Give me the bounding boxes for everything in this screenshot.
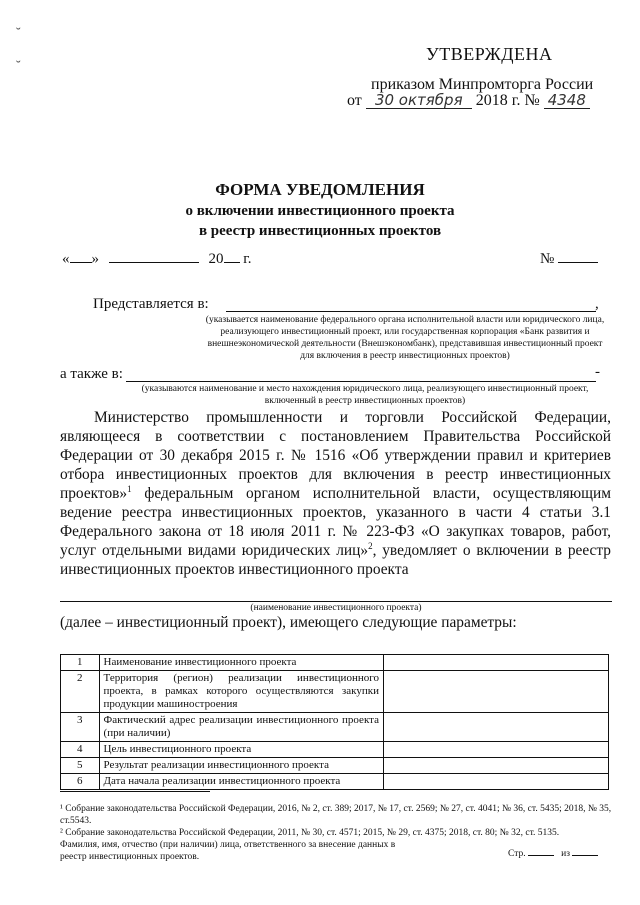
- row-value: [383, 774, 608, 790]
- form-subtitle-2: в реестр инвестиционных проектов: [198, 223, 442, 239]
- footnote-2: ² Собрание законодательства Российской Федерации, 2011, № 30, ст. 4571; 2015, № 29, ст. 4375; 2018, ст. 80; № 32, ст. 5135.: [60, 828, 560, 838]
- parameters-intro: (далее – инвестиционный проект), имеющего следующие параметры:: [60, 614, 517, 631]
- row-number: 3: [61, 713, 100, 742]
- table-row: [61, 713, 609, 742]
- row-value: [383, 655, 608, 671]
- project-name-note: (наименование инвестиционного проекта): [250, 603, 422, 613]
- row-value: [383, 713, 608, 742]
- year-blank: [224, 248, 240, 263]
- close-quote: »: [91, 251, 99, 267]
- day-blank: [70, 248, 92, 263]
- open-quote: «: [62, 251, 70, 267]
- table-row: [61, 758, 609, 774]
- handwritten-number: 4348: [544, 93, 590, 109]
- row-number: 1: [61, 655, 100, 671]
- table-row: [61, 671, 609, 713]
- footnote-1: ¹ Собрание законодательства Российской Федерации, 2016, № 2, ст. 389; 2017, № 17, ст. 2569; № 27, ст. 4041; № 36, ст. 5435; 2018, № 35, ст.5543.: [60, 804, 612, 826]
- submitted-to-line: [226, 311, 596, 312]
- form-subtitle-1: о включении инвестиционного проекта: [185, 203, 455, 219]
- row-name: Цель инвестиционного проекта: [99, 742, 383, 758]
- also-to-line: [126, 381, 596, 382]
- table-row: [61, 774, 609, 790]
- page-of-label: из: [561, 849, 570, 859]
- number-sign: №: [540, 251, 555, 267]
- row-value: [383, 758, 608, 774]
- also-dash: -: [595, 364, 600, 380]
- approval-date-line: [347, 92, 590, 110]
- number-blank: [558, 248, 598, 263]
- row-value: [383, 671, 608, 713]
- approval-heading: УТВЕРЖДЕНА: [426, 44, 553, 64]
- row-name: Результат реализации инвестиционного проекта: [99, 758, 383, 774]
- page-label: Стр.: [508, 849, 526, 859]
- number-field: [540, 248, 598, 268]
- project-name-line: [60, 601, 612, 602]
- scan-mark: ˘: [16, 59, 21, 74]
- parameters-table: [60, 654, 609, 790]
- footnote-separator: [60, 791, 210, 792]
- year-prefix: 20: [208, 251, 224, 267]
- row-number: 4: [61, 742, 100, 758]
- page-counter: [508, 845, 598, 859]
- row-number: 6: [61, 774, 100, 790]
- row-value: [383, 742, 608, 758]
- row-name: Фактический адрес реализации инвестиционного проекта (при наличии): [99, 713, 383, 742]
- month-blank: [109, 248, 199, 263]
- footnote-ref-2: 2: [368, 540, 373, 551]
- body-part-2: федеральным органом исполнительной власти, осуществляющим ведение реестра инвестиционных проектов, указанного в части 4 статьи 3.1 Федерального закона от 18 июля 2011 г. № 223-ФЗ «О закупках товаров, работ, услуг отдельными видами юридических лиц»: [60, 485, 611, 559]
- row-name: Территория (регион) реализации инвестиционного проекта, в рамках которого осуществляются закупки продукции машиностроения: [99, 671, 383, 713]
- row-name: Дата начала реализации инвестиционного проекта: [99, 774, 383, 790]
- approval-order: приказом Минпромторга России: [371, 76, 594, 93]
- row-number: 2: [61, 671, 100, 713]
- page-blank: [528, 845, 554, 856]
- submitted-comma: ,: [595, 296, 599, 312]
- handwritten-date: 30 октября: [366, 93, 472, 109]
- year-suffix: г.: [243, 251, 252, 267]
- date-prefix: от: [347, 92, 362, 109]
- also-to-label: а также в:: [60, 366, 123, 382]
- also-to-note: (указываются наименование и место нахождения юридического лица, реализующего инвестиционный проект, включенный в реестр инвестиционных проектов): [141, 384, 589, 406]
- row-name: Наименование инвестиционного проекта: [99, 655, 383, 671]
- submitted-to-label: Представляется в:: [93, 296, 209, 312]
- date-year: 2018 г. №: [475, 92, 540, 109]
- submitted-to-note: (указывается наименование федерального органа исполнительной власти или юридического лица, реализующего инвестиционный проект, или государственная корпорация «Банк развития и внешнеэкономической деятельности (Внешэкономбанк), представившая инвестиционный проект для включения в реестр инвестиционных проектов): [205, 315, 605, 361]
- table-row: [61, 655, 609, 671]
- body-part-3: , уведомляет о включении в реестр инвестиционных проектов инвестиционного проекта: [60, 542, 611, 578]
- notification-body: [60, 408, 611, 579]
- page-total-blank: [572, 845, 598, 856]
- responsible-person-note: Фамилия, имя, отчество (при наличии) лица, ответственного за внесение данных в реестр инвестиционных проектов.: [60, 840, 396, 862]
- scan-mark: ˘: [16, 26, 21, 41]
- body-part-1: Министерство промышленности и торговли Российской Федерации, являющееся в соответствии с постановлением Правительства Российской Федерации от 30 декабря 2015 г. № 1516 «Об утверждении правил и критериев отбора инвестиционных проектов для включения в реестр инвестиционных проектов»: [60, 409, 611, 502]
- date-fields: [62, 248, 251, 268]
- table-row: [61, 742, 609, 758]
- row-number: 5: [61, 758, 100, 774]
- form-title: ФОРМА УВЕДОМЛЕНИЯ: [215, 180, 425, 199]
- footnote-ref-1: 1: [127, 483, 132, 494]
